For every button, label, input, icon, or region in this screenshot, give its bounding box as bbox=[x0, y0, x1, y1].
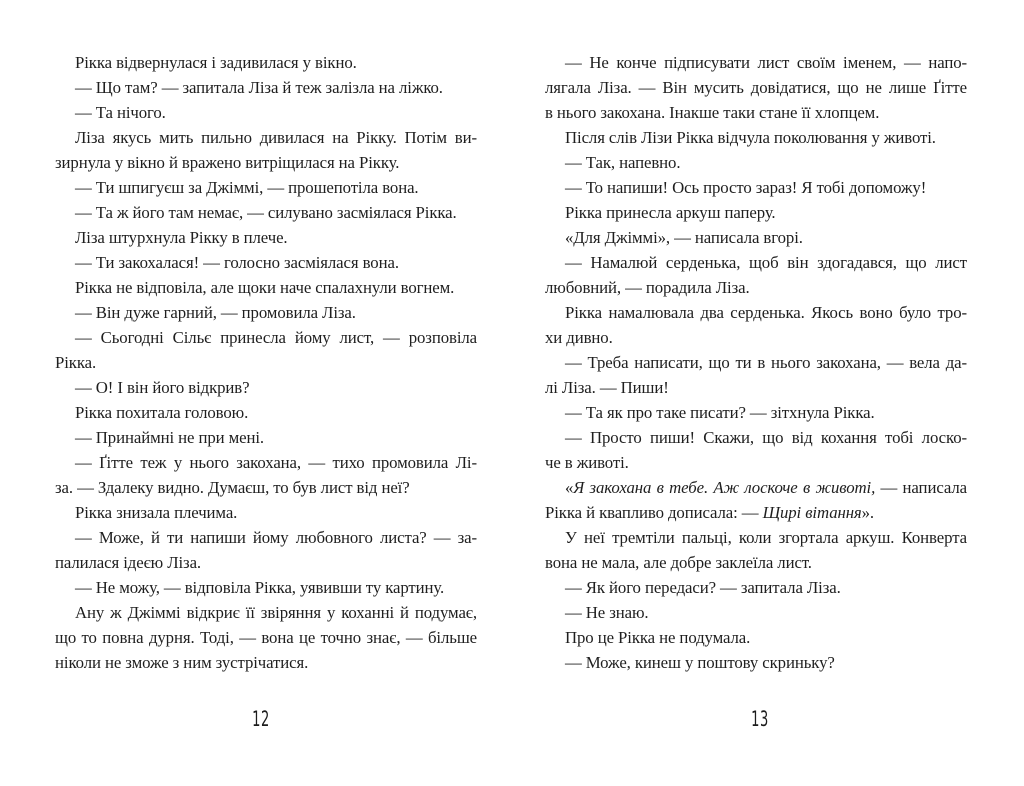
text-segment: — Він дуже гарний, — промовила Ліза. bbox=[75, 303, 356, 322]
text-segment: — О! І він його відкрив? bbox=[75, 378, 250, 397]
text-line bbox=[545, 650, 967, 675]
text-segment: — Принаймні не при мені. bbox=[75, 428, 265, 447]
text-line bbox=[545, 200, 967, 225]
text-line bbox=[55, 250, 477, 275]
text-line bbox=[55, 500, 477, 525]
text-segment: за. — Здалеку видно. Думаєш, то був лист від неї? bbox=[55, 478, 410, 497]
text-line bbox=[545, 225, 967, 250]
page-number-left: 12 bbox=[252, 707, 270, 731]
text-line bbox=[545, 125, 967, 150]
text-line bbox=[55, 225, 477, 250]
text-segment: Ліза якусь мить пильно дивилася на Рікку. Потім ви- bbox=[75, 128, 477, 147]
text-segment: — Та ж його там немає, — силувано засміялася Рікка. bbox=[75, 203, 457, 222]
page-right bbox=[512, 0, 1024, 786]
text-segment: Рікка намалювала два серденька. Якось воно було тро- bbox=[565, 303, 967, 322]
text-line bbox=[545, 50, 967, 75]
text-segment: — Ти шпигуєш за Джіммі, — прошепотіла вона. bbox=[75, 178, 419, 197]
text-segment: хи дивно. bbox=[545, 328, 613, 347]
text-segment: — Ґітте теж у нього закохана, — тихо промовила Лі- bbox=[75, 453, 477, 472]
text-segment: — Не конче підписувати лист своїм іменем, — напо- bbox=[565, 53, 967, 72]
text-line bbox=[55, 125, 477, 150]
text-segment: — Та нічого. bbox=[75, 103, 166, 122]
text-line bbox=[55, 325, 477, 350]
text-line bbox=[545, 500, 967, 525]
italic-text-segment: Я закохана в тебе. Аж лоскоче в животі, bbox=[573, 478, 876, 497]
text-line bbox=[545, 400, 967, 425]
text-segment: ніколи не зможе з ним зустрічатися. bbox=[55, 653, 309, 672]
text-segment: — Треба написати, що ти в нього закохана, — вела да- bbox=[565, 353, 967, 372]
text-segment: — Як його передаси? — запитала Ліза. bbox=[565, 578, 841, 597]
text-line bbox=[55, 275, 477, 300]
text-line bbox=[545, 300, 967, 325]
text-segment: палилася ідеєю Ліза. bbox=[55, 553, 202, 572]
text-segment: любовний, — порадила Ліза. bbox=[545, 278, 750, 297]
text-segment: Після слів Лізи Рікка відчула поколювання у животі. bbox=[565, 128, 936, 147]
text-line bbox=[545, 150, 967, 175]
text-segment: — Просто пиши! Скажи, що від кохання тобі лоско- bbox=[565, 428, 967, 447]
text-line bbox=[545, 175, 967, 200]
text-segment: що то повна дурня. Тоді, — вона це точно знає, — більше bbox=[55, 628, 477, 647]
page-left-text bbox=[55, 50, 477, 675]
text-segment: «Для Джіммі», — написала вгорі. bbox=[565, 228, 803, 247]
text-line bbox=[545, 325, 967, 350]
text-line bbox=[545, 575, 967, 600]
text-segment: лі Ліза. — Пиши! bbox=[545, 378, 669, 397]
text-line bbox=[545, 475, 967, 500]
text-segment: « bbox=[565, 478, 574, 497]
text-line bbox=[55, 75, 477, 100]
text-segment: — Ти закохалася! — голосно засміялася вона. bbox=[75, 253, 399, 272]
text-line bbox=[545, 275, 967, 300]
text-line bbox=[55, 450, 477, 475]
text-segment: — Не можу, — відповіла Рікка, уявивши ту картину. bbox=[75, 578, 445, 597]
text-segment: — Може, кинеш у поштову скриньку? bbox=[565, 653, 835, 672]
text-line bbox=[55, 50, 477, 75]
text-line bbox=[545, 425, 967, 450]
text-segment: в нього закохана. Інакше таки стане її хлопцем. bbox=[545, 103, 880, 122]
page-right-text bbox=[545, 50, 967, 675]
text-segment: — То напиши! Ось просто зараз! Я тобі допоможу! bbox=[565, 178, 927, 197]
text-segment: Рікка не відповіла, але щоки наче спалахнули вогнем. bbox=[75, 278, 455, 297]
text-segment: че в животі. bbox=[545, 453, 629, 472]
text-line bbox=[545, 75, 967, 100]
text-line bbox=[55, 200, 477, 225]
text-segment: ». bbox=[861, 503, 875, 522]
text-segment: зирнула у вікно й вражено витріщилася на Рікку. bbox=[55, 153, 400, 172]
text-segment: — Не знаю. bbox=[565, 603, 649, 622]
text-line bbox=[545, 350, 967, 375]
text-line bbox=[55, 600, 477, 625]
text-segment: Ліза штурхнула Рікку в плече. bbox=[75, 228, 288, 247]
text-segment: Рікка. bbox=[55, 353, 97, 372]
text-line bbox=[545, 550, 967, 575]
text-line bbox=[545, 375, 967, 400]
text-segment: Ану ж Джіммі відкриє її звіряння у коханні й подумає, bbox=[75, 603, 477, 622]
text-line bbox=[55, 400, 477, 425]
text-segment: лягала Ліза. — Він мусить довідатися, що не лише Ґітте bbox=[545, 78, 967, 97]
text-line bbox=[55, 550, 477, 575]
italic-text-segment: Щирі вітання bbox=[762, 503, 862, 522]
text-line bbox=[55, 475, 477, 500]
text-line bbox=[545, 600, 967, 625]
text-line bbox=[55, 525, 477, 550]
text-line bbox=[55, 625, 477, 650]
text-segment: вона не мала, але добре заклеїла лист. bbox=[545, 553, 812, 572]
text-segment: Рікка принесла аркуш паперу. bbox=[565, 203, 776, 222]
text-line bbox=[545, 525, 967, 550]
text-line bbox=[545, 100, 967, 125]
text-segment: — Може, й ти напиши йому любовного листа? — за- bbox=[75, 528, 477, 547]
text-line bbox=[545, 450, 967, 475]
text-line bbox=[55, 575, 477, 600]
text-line bbox=[545, 250, 967, 275]
text-line bbox=[55, 350, 477, 375]
text-segment: — Та як про таке писати? — зітхнула Рікка. bbox=[565, 403, 875, 422]
text-segment: — написала bbox=[875, 478, 967, 497]
text-line bbox=[55, 425, 477, 450]
text-segment: — Так, напевно. bbox=[565, 153, 681, 172]
text-line bbox=[55, 100, 477, 125]
text-segment: — Сьогодні Сільє принесла йому лист, — розповіла bbox=[75, 328, 477, 347]
text-line bbox=[55, 150, 477, 175]
text-line bbox=[55, 375, 477, 400]
text-line bbox=[545, 625, 967, 650]
text-segment: Рікка знизала плечима. bbox=[75, 503, 238, 522]
text-line bbox=[55, 175, 477, 200]
text-segment: — Що там? — запитала Ліза й теж залізла на ліжко. bbox=[75, 78, 443, 97]
text-segment: Про це Рікка не подумала. bbox=[565, 628, 751, 647]
text-segment: — Намалюй серденька, щоб він здогадався, що лист bbox=[565, 253, 967, 272]
text-line bbox=[55, 650, 477, 675]
text-line bbox=[55, 300, 477, 325]
page-number-right: 13 bbox=[751, 707, 769, 731]
text-segment: У неї тремтіли пальці, коли згортала аркуш. Конверта bbox=[565, 528, 967, 547]
text-segment: Рікка й квапливо дописала: — bbox=[545, 503, 763, 522]
text-segment: Рікка відвернулася і задивилася у вікно. bbox=[75, 53, 357, 72]
text-segment: Рікка похитала головою. bbox=[75, 403, 249, 422]
